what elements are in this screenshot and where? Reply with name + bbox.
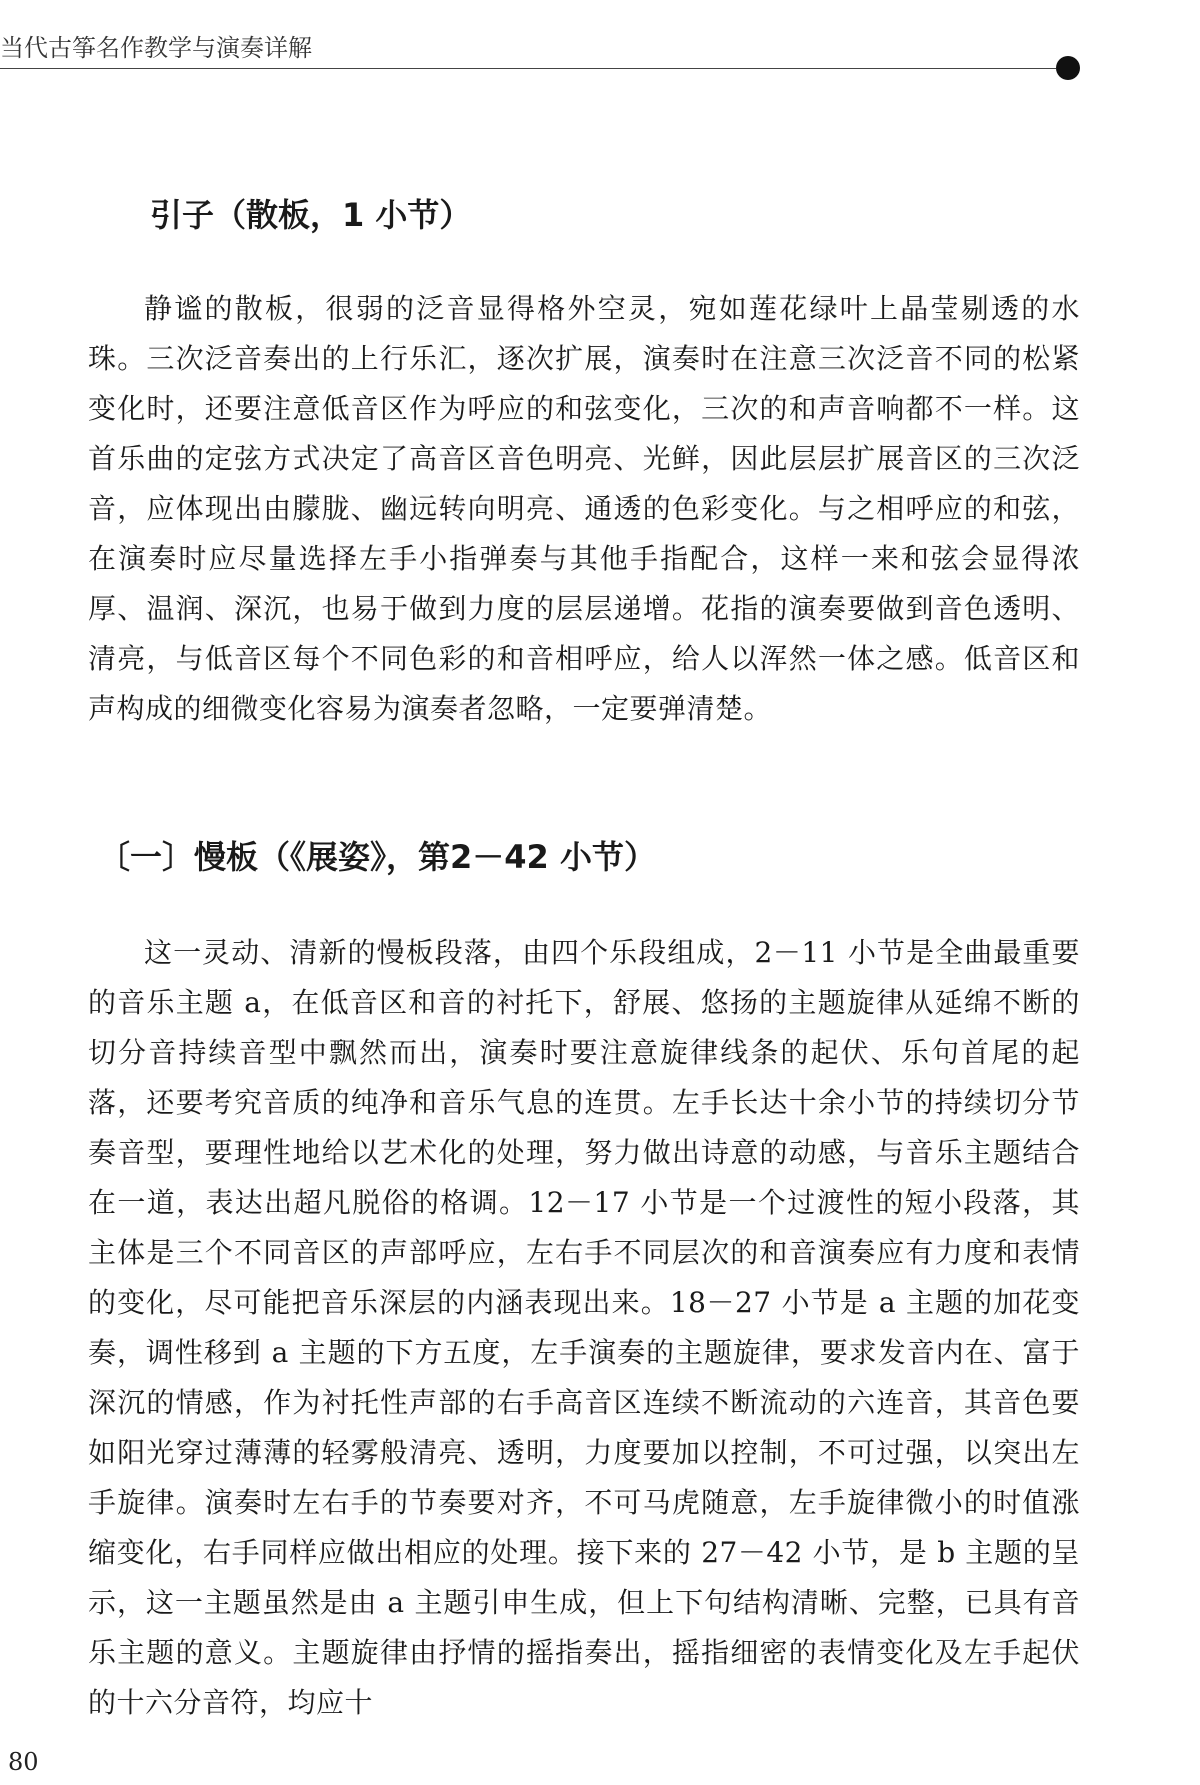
section-title-slow: 〔一〕慢板（《展姿》，第2－42 小节） [98,838,656,876]
running-header: 当代古筝名作教学与演奏详解 [0,34,312,62]
paragraph-intro: 静谧的散板，很弱的泛音显得格外空灵，宛如莲花绿叶上晶莹剔透的水珠。三次泛音奏出的上行乐汇，逐次扩展，演奏时在注意三次泛音不同的松紧变化时，还要注意低音区作为呼应的和弦变化，三次的和声音响都不一样。这首乐曲的定弦方式决定了高音区音色明亮、光鲜，因此层层扩展音区的三次泛音，应体现出由朦胧、幽远转向明亮、通透的色彩变化。与之相呼应的和弦，在演奏时应尽量选择左手小指弹奏与其他手指配合，这样一来和弦会显得浓厚、温润、深沉，也易于做到力度的层层递增。花指的演奏要做到音色透明、清亮，与低音区每个不同色彩的和音相呼应，给人以浑然一体之感。低音区和声构成的细微变化容易为演奏者忽略，一定要弹清楚。 [88,292,1080,725]
section-title-intro: 引子（散板，1 小节） [150,196,472,234]
header-dot-ornament [1056,56,1080,80]
page-number: 80 [8,1748,39,1776]
paragraph-slow: 这一灵动、清新的慢板段落，由四个乐段组成，2－11 小节是全曲最重要的音乐主题 a，在低音区和音的衬托下，舒展、悠扬的主题旋律从延绵不断的切分音持续音型中飘然而出，演奏时要注意旋律线条的起伏、乐句首尾的起落，还要考究音质的纯净和音乐气息的连贯。左手长达十余小节的持续切分节奏音型，要理性地给以艺术化的处理，努力做出诗意的动感，与音乐主题结合在一道，表达出超凡脱俗的格调。12－17 小节是一个过渡性的短小段落，其主体是三个不同音区的声部呼应，左右手不同层次的和音演奏应有力度和表情的变化，尽可能把音乐深层的内涵表现出来。18－27 小节是 a 主题的加花变奏，调性移到 a 主题的下方五度，左手演奏的主题旋律，要求发音内在、富于深沉的情感，作为衬托性声部的右手高音区连续不断流动的六连音，其音色要如阳光穿过薄薄的轻雾般清亮、透明，力度要加以控制，不可过强，以突出左手旋律。演奏时左右手的节奏要对齐，不可马虎随意，左手旋律微小的时值涨缩变化，右手同样应做出相应的处理。接下来的 27－42 小节，是 b 主题的呈示，这一主题虽然是由 a 主题引申生成，但上下句结构清晰、完整，已具有音乐主题的意义。主题旋律由抒情的摇指奏出，摇指细密的表情变化及左手起伏的十六分音符，均应十 [88,936,1080,1719]
header-rule [0,68,1056,69]
